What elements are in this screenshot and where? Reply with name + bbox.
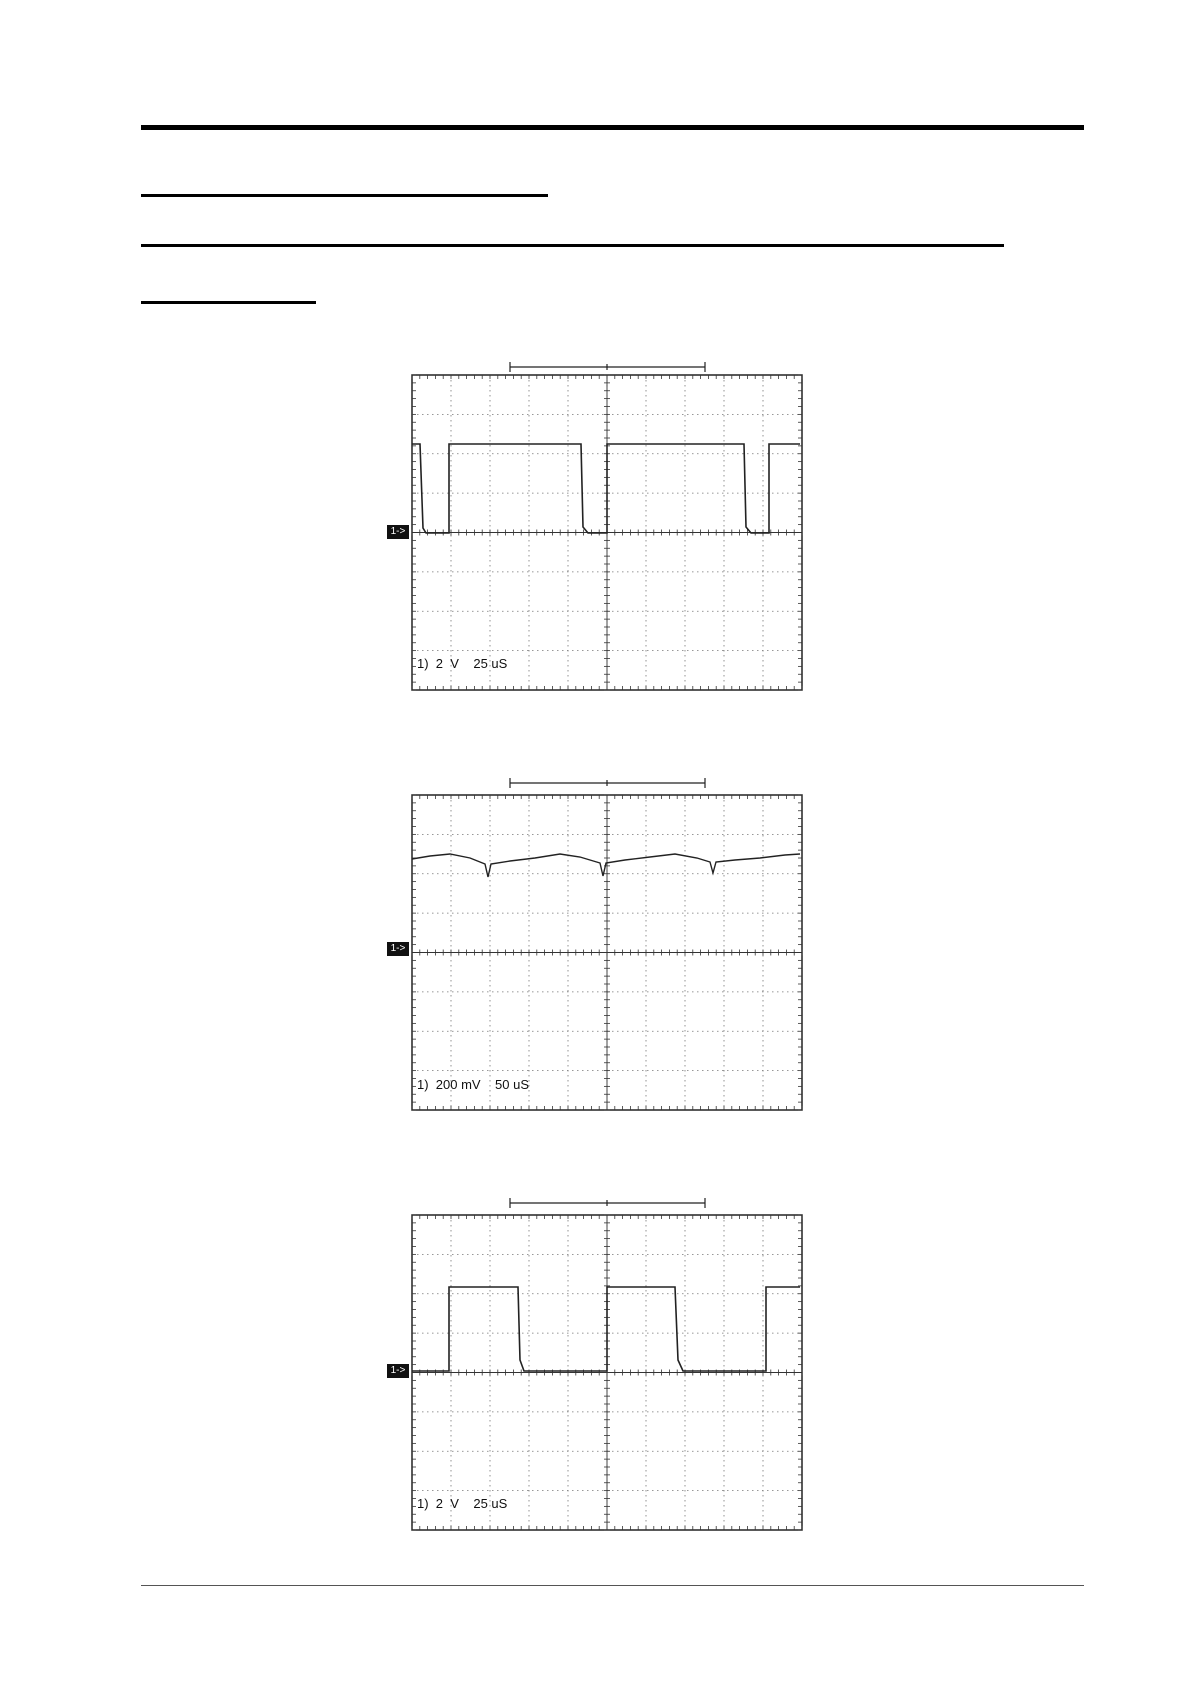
header-rule <box>141 125 1084 130</box>
scope-2-ground-marker: 1-> <box>387 942 409 956</box>
scope-2-screen <box>385 775 815 1120</box>
scope-3-screen <box>385 1195 815 1540</box>
scope-1-waveform <box>412 444 800 533</box>
scope-3-waveform <box>412 1287 800 1371</box>
title-underline-1 <box>141 194 548 197</box>
scope-3-settings-label: 1) 2 V 25 uS <box>417 1496 508 1511</box>
scope-3-trigger-bracket <box>510 1198 705 1208</box>
scope-1-screen <box>385 355 815 700</box>
title-underline-3 <box>141 301 316 304</box>
footer-rule <box>141 1585 1084 1586</box>
scope-3-grid <box>412 1215 802 1530</box>
title-underline-2 <box>141 244 1004 247</box>
scope-2-trigger-bracket <box>510 778 705 788</box>
scope-1-ground-marker: 1-> <box>387 525 409 539</box>
scope-2-settings-label: 1) 200 mV 50 uS <box>417 1077 530 1092</box>
scope-1-settings-label: 1) 2 V 25 uS <box>417 656 508 671</box>
scope-2-grid <box>412 795 802 1110</box>
scope-1-trigger-bracket <box>510 362 705 372</box>
scope-3-ground-marker: 1-> <box>387 1364 409 1378</box>
